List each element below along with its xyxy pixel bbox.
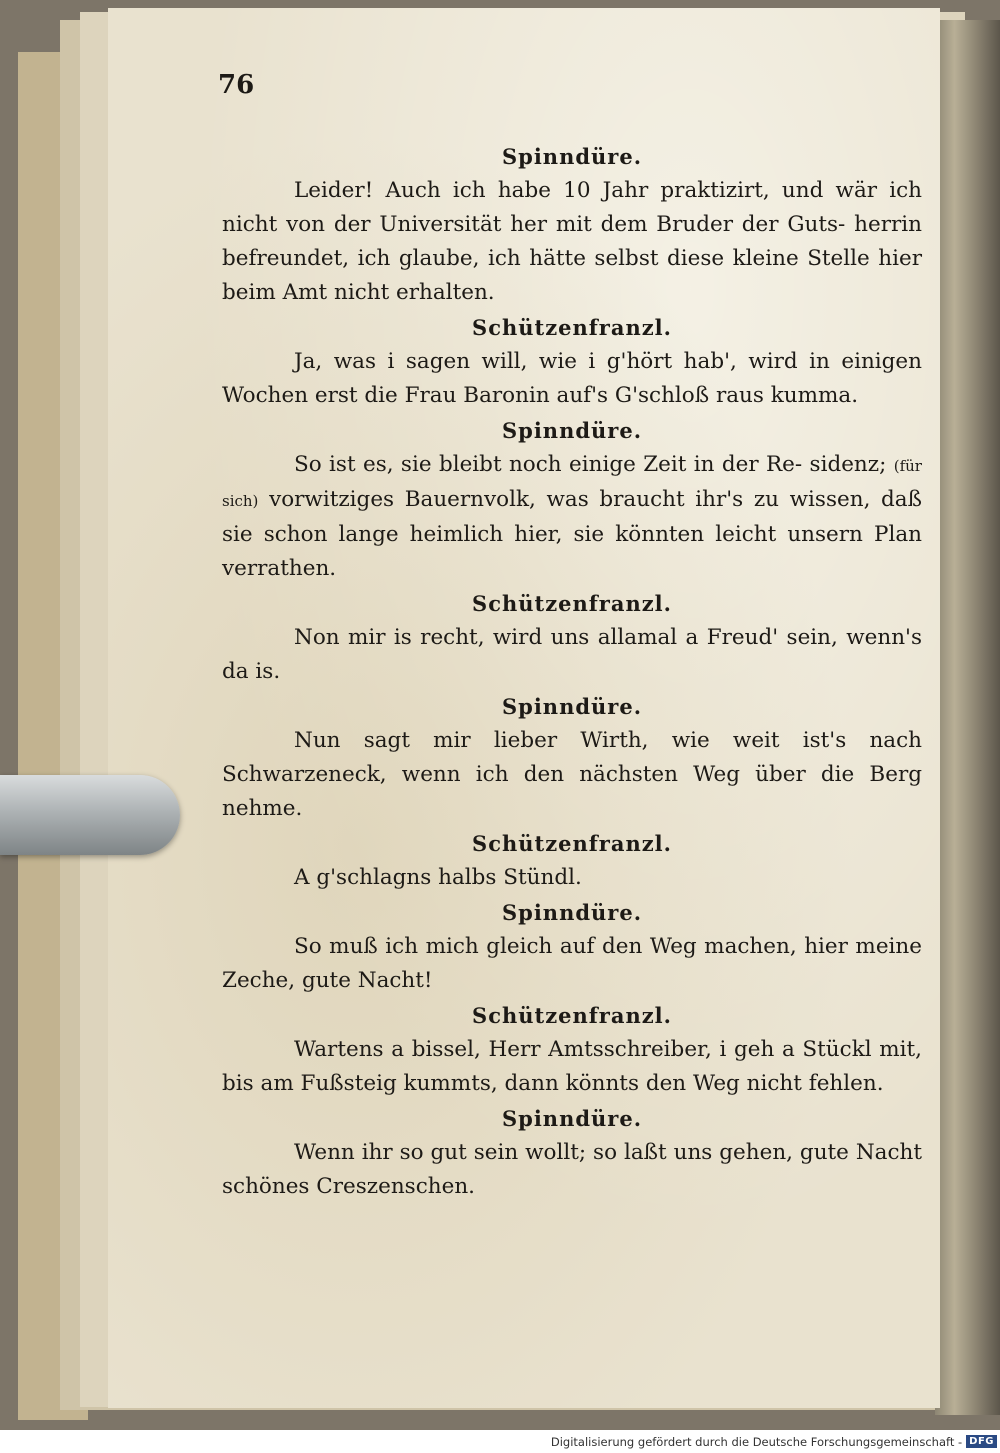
speech-text: A g'schlagns halbs Stündl. <box>294 865 582 890</box>
dialogue-text <box>222 140 922 1205</box>
speech-text <box>222 448 922 586</box>
speaker-name: Spinndüre. <box>501 144 643 169</box>
speech-text: Leider! Auch ich habe 10 Jahr praktizirt, und wär ich nicht von der Universität her mit dem Bruder der Guts- herrin befreundet, ich glaube, ich hätte selbst diese kleine Stelle hier beim Amt nicht erhalten. <box>222 178 922 305</box>
stage-direction: (für sich) <box>222 457 922 510</box>
speech-text: Wenn ihr so gut sein wollt; so laßt uns gehen, gute Nacht schönes Creszenschen. <box>222 1140 922 1199</box>
speech-part: vorwitziges Bauernvolk, was braucht ihr's zu wissen, daß sie schon lange heimlich hier, sie könnten leicht unsern Plan verrathen. <box>222 487 922 581</box>
speaker-name: Schützenfranzl. <box>472 591 672 616</box>
page-number: 76 <box>218 70 255 100</box>
speech-text: So muß ich mich gleich auf den Weg machen, hier meine Zeche, gute Nacht! <box>222 934 922 993</box>
book-spine-shadow <box>935 20 1000 1415</box>
speech-text: Nun sagt mir lieber Wirth, wie weit ist's nach Schwarzeneck, wenn ich den nächsten Weg über die Berg nehme. <box>222 728 922 821</box>
speaker-name: Spinndüre. <box>501 1106 643 1131</box>
digitization-footer <box>551 1430 1000 1453</box>
page-holder-blade <box>0 775 180 855</box>
speaker-name: Spinndüre. <box>501 900 643 925</box>
speech-part: So ist es, sie bleibt noch einige Zeit in der Re- sidenz; <box>294 452 887 477</box>
speech-text: Ja, was i sagen will, wie i g'hört hab', wird in einigen Wochen erst die Frau Baronin auf's G'schloß raus kumma. <box>222 349 922 408</box>
speaker-name: Schützenfranzl. <box>472 1003 672 1028</box>
speech-text: Non mir is recht, wird uns allamal a Freud' sein, wenn's da is. <box>222 625 922 684</box>
footer-credit: Digitalisierung gefördert durch die Deutsche Forschungsgemeinschaft - <box>550 1434 963 1449</box>
speaker-name: Spinndüre. <box>501 694 643 719</box>
speaker-name: Spinndüre. <box>501 418 643 443</box>
speaker-name: Schützenfranzl. <box>472 831 672 856</box>
speaker-name: Schützenfranzl. <box>472 315 672 340</box>
speech-text: Wartens a bissel, Herr Amtsschreiber, i geh a Stückl mit, bis am Fußsteig kummts, dann könnts den Weg nicht fehlen. <box>222 1037 922 1096</box>
dfg-logo: DFG <box>966 1435 997 1448</box>
